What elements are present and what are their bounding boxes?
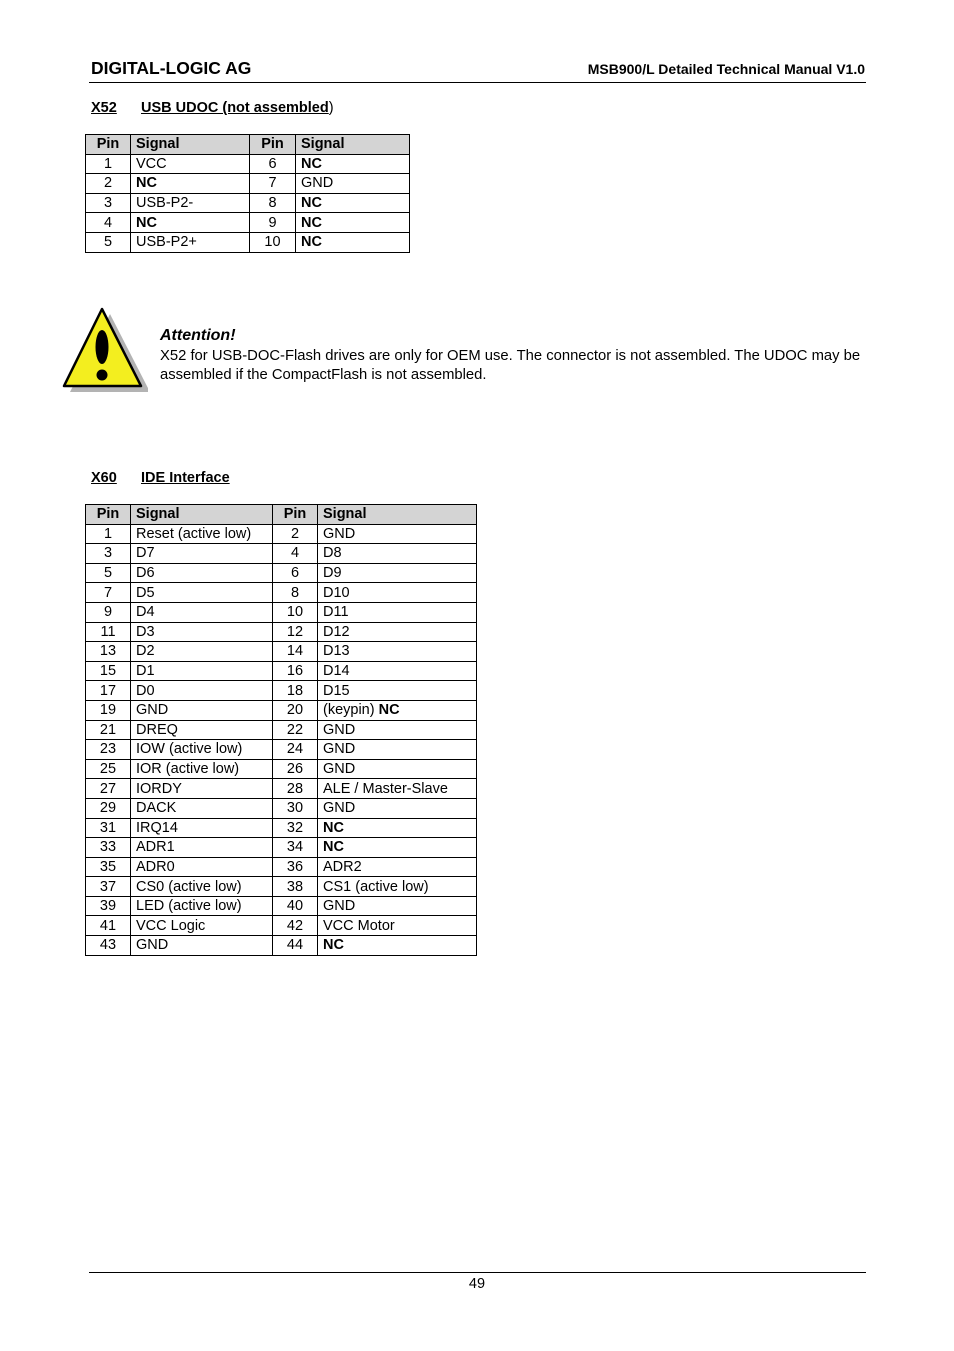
pin-cell xyxy=(273,622,318,642)
cell-text: ADR1 xyxy=(136,839,175,856)
x60-title: IDE Interface xyxy=(141,470,230,486)
cell-text: D7 xyxy=(136,545,155,562)
column-header-pin: Pin xyxy=(273,505,318,525)
cell-text: 2 xyxy=(290,525,300,542)
pin-cell xyxy=(86,622,131,642)
cell-text: D14 xyxy=(323,663,350,680)
cell-text: D13 xyxy=(323,643,350,660)
cell-text: 21 xyxy=(99,721,117,738)
pin-cell xyxy=(273,740,318,760)
signal-cell xyxy=(131,213,250,233)
pin-cell xyxy=(250,174,296,194)
x52-section-title xyxy=(91,100,334,116)
signal-cell xyxy=(131,759,273,779)
cell-text: ADR0 xyxy=(136,858,175,875)
pin-cell xyxy=(86,759,131,779)
pin-cell xyxy=(250,193,296,213)
table-row xyxy=(86,602,477,622)
cell-text: IORDY xyxy=(136,780,182,797)
pin-cell xyxy=(273,544,318,564)
cell-text: GND xyxy=(323,741,356,758)
cell-text: 4 xyxy=(103,214,113,231)
table-row xyxy=(86,936,477,956)
cell-text: D4 xyxy=(136,604,155,621)
cell-text: NC xyxy=(301,234,322,251)
table-row xyxy=(86,213,410,233)
signal-cell xyxy=(296,174,410,194)
signal-cell xyxy=(296,154,410,174)
signal-cell xyxy=(131,720,273,740)
pin-cell xyxy=(86,916,131,936)
signal-cell xyxy=(131,544,273,564)
cell-text: D3 xyxy=(136,623,155,640)
signal-cell xyxy=(131,661,273,681)
pin-cell xyxy=(273,524,318,544)
pin-cell xyxy=(86,740,131,760)
cell-text: 42 xyxy=(286,917,304,934)
signal-cell xyxy=(131,232,250,252)
pin-cell xyxy=(273,857,318,877)
cell-text: 9 xyxy=(103,604,113,621)
table-row xyxy=(86,700,477,720)
cell-text: 9 xyxy=(268,214,277,231)
cell-text: IOR (active low) xyxy=(136,761,240,778)
table-row xyxy=(86,174,410,194)
signal-cell xyxy=(131,602,273,622)
cell-text: 10 xyxy=(264,234,281,251)
cell-text: USB-P2- xyxy=(136,195,194,212)
cell-text: 11 xyxy=(100,623,116,640)
cell-text: NC xyxy=(301,214,322,231)
cell-text: IRQ14 xyxy=(136,819,178,836)
cell-text: 5 xyxy=(103,565,113,582)
cell-text: VCC Logic xyxy=(136,917,206,934)
cell-text: 19 xyxy=(99,702,117,719)
table-row xyxy=(86,720,477,740)
cell-text: NC xyxy=(301,195,322,212)
cell-text: 16 xyxy=(286,663,304,680)
cell-text: 2 xyxy=(103,175,113,192)
pin-cell xyxy=(86,563,131,583)
cell-text: NC xyxy=(136,214,157,231)
signal-cell xyxy=(318,720,477,740)
cell-text: (keypin) xyxy=(323,702,379,719)
pin-cell xyxy=(273,700,318,720)
cell-text: GND xyxy=(323,898,356,915)
signal-cell xyxy=(318,759,477,779)
pin-cell xyxy=(86,524,131,544)
signal-cell xyxy=(131,700,273,720)
table-row xyxy=(86,583,477,603)
manual-title: MSB900/L Detailed Technical Manual V1.0 xyxy=(587,61,865,77)
pin-cell xyxy=(273,563,318,583)
cell-text: VCC xyxy=(136,155,167,172)
cell-text: D1 xyxy=(136,663,155,680)
column-header-signal: Signal xyxy=(131,505,273,525)
pin-cell xyxy=(86,544,131,564)
signal-cell xyxy=(131,154,250,174)
pin-cell xyxy=(273,936,318,956)
cell-text: 36 xyxy=(286,858,304,875)
cell-text: 13 xyxy=(99,643,117,660)
cell-text: 5 xyxy=(103,234,113,251)
pin-cell xyxy=(250,213,296,233)
pin-cell xyxy=(86,174,131,194)
signal-cell xyxy=(131,622,273,642)
x52-title: USB UDOC (not assembled xyxy=(141,100,329,116)
cell-text: 41 xyxy=(99,917,117,934)
signal-cell xyxy=(318,936,477,956)
signal-cell xyxy=(131,838,273,858)
signal-cell xyxy=(318,857,477,877)
table-row xyxy=(86,681,477,701)
pin-cell xyxy=(86,818,131,838)
cell-text: 43 xyxy=(99,937,117,954)
pin-cell xyxy=(86,583,131,603)
signal-cell xyxy=(318,661,477,681)
signal-cell xyxy=(296,213,410,233)
cell-text: GND xyxy=(323,721,356,738)
signal-cell xyxy=(131,857,273,877)
cell-text: DACK xyxy=(136,800,177,817)
signal-cell xyxy=(318,779,477,799)
pin-cell xyxy=(86,213,131,233)
pin-cell xyxy=(273,877,318,897)
table-header-row xyxy=(86,505,477,525)
cell-text: LED (active low) xyxy=(136,898,242,915)
cell-text: 40 xyxy=(286,898,304,915)
cell-text: D11 xyxy=(323,604,349,621)
cell-text: D15 xyxy=(323,682,350,699)
pin-cell xyxy=(273,818,318,838)
cell-text: GND xyxy=(136,937,169,954)
pin-cell xyxy=(273,916,318,936)
signal-cell xyxy=(318,798,477,818)
cell-text: 27 xyxy=(99,780,117,797)
cell-text: NC xyxy=(136,175,157,192)
page-header xyxy=(89,56,866,83)
pin-cell xyxy=(273,720,318,740)
x60-section-title xyxy=(91,470,230,486)
signal-cell xyxy=(318,877,477,897)
pin-cell xyxy=(273,798,318,818)
cell-text: NC xyxy=(323,819,344,836)
cell-text: 37 xyxy=(99,878,117,895)
pin-cell xyxy=(86,193,131,213)
warning-icon xyxy=(62,306,148,394)
cell-text: 17 xyxy=(99,682,117,699)
cell-text: 24 xyxy=(286,741,304,758)
cell-text: GND xyxy=(323,800,356,817)
cell-text: NC xyxy=(323,839,344,856)
pin-cell xyxy=(273,759,318,779)
x60-code: X60 xyxy=(91,470,117,486)
signal-cell xyxy=(131,818,273,838)
signal-cell xyxy=(318,740,477,760)
cell-text: 8 xyxy=(268,195,277,212)
cell-text: 4 xyxy=(290,545,300,562)
cell-text: CS1 (active low) xyxy=(323,878,429,895)
signal-cell xyxy=(131,896,273,916)
cell-text: GND xyxy=(136,702,169,719)
column-header-signal: Signal xyxy=(296,135,410,155)
cell-text: VCC Motor xyxy=(323,917,395,934)
table-row xyxy=(86,838,477,858)
signal-cell xyxy=(318,681,477,701)
cell-text: D8 xyxy=(323,545,342,562)
pin-cell xyxy=(86,720,131,740)
pin-cell xyxy=(273,661,318,681)
cell-text: 12 xyxy=(286,623,304,640)
column-header-signal: Signal xyxy=(131,135,250,155)
pin-cell xyxy=(86,838,131,858)
signal-cell xyxy=(318,622,477,642)
column-header-pin: Pin xyxy=(86,135,131,155)
cell-text: 34 xyxy=(286,839,304,856)
page-number: 49 xyxy=(468,1276,486,1292)
signal-cell xyxy=(318,544,477,564)
cell-text: 6 xyxy=(268,155,277,172)
signal-cell xyxy=(318,700,477,720)
table-row xyxy=(86,622,477,642)
cell-text: USB-P2+ xyxy=(136,234,197,251)
signal-cell xyxy=(131,524,273,544)
signal-cell xyxy=(131,193,250,213)
pin-cell xyxy=(86,642,131,662)
x52-code: X52 xyxy=(91,100,117,116)
pin-cell xyxy=(86,232,131,252)
cell-text-bold: NC xyxy=(378,702,400,719)
pin-cell xyxy=(86,877,131,897)
company-name: DIGITAL-LOGIC AG xyxy=(91,58,252,78)
cell-text: 10 xyxy=(286,604,304,621)
pin-cell xyxy=(273,602,318,622)
table-row xyxy=(86,232,410,252)
signal-cell xyxy=(318,524,477,544)
pin-cell xyxy=(86,681,131,701)
pin-cell xyxy=(86,700,131,720)
signal-cell xyxy=(131,642,273,662)
table-row xyxy=(86,193,410,213)
table-row xyxy=(86,154,410,174)
cell-text: 6 xyxy=(290,565,300,582)
pin-cell xyxy=(273,779,318,799)
signal-cell xyxy=(131,916,273,936)
cell-text: NC xyxy=(323,937,344,954)
cell-text: D0 xyxy=(136,682,155,699)
signal-cell xyxy=(318,916,477,936)
signal-cell xyxy=(131,681,273,701)
cell-text: GND xyxy=(301,175,334,192)
pin-cell xyxy=(273,642,318,662)
cell-text: 1 xyxy=(103,155,113,172)
cell-text: 44 xyxy=(286,937,304,954)
cell-text: GND xyxy=(323,761,356,778)
table-row xyxy=(86,740,477,760)
signal-cell xyxy=(131,583,273,603)
cell-text: D10 xyxy=(323,584,350,601)
cell-text: 22 xyxy=(286,721,304,738)
cell-text: 26 xyxy=(286,761,304,778)
table-row xyxy=(86,896,477,916)
cell-text: NC xyxy=(301,155,322,172)
signal-cell xyxy=(318,818,477,838)
table-row xyxy=(86,563,477,583)
table-row xyxy=(86,818,477,838)
cell-text: IOW (active low) xyxy=(136,741,243,758)
pin-cell xyxy=(273,681,318,701)
pin-cell xyxy=(86,798,131,818)
cell-text: GND xyxy=(323,525,356,542)
cell-text: 3 xyxy=(103,195,113,212)
cell-text: 38 xyxy=(286,878,304,895)
signal-cell xyxy=(296,193,410,213)
cell-text: D12 xyxy=(323,623,350,640)
cell-text: DREQ xyxy=(136,721,178,738)
table-row xyxy=(86,642,477,662)
cell-text: 14 xyxy=(286,643,304,660)
cell-text: D9 xyxy=(323,565,342,582)
signal-cell xyxy=(296,232,410,252)
signal-cell xyxy=(318,838,477,858)
x52-pin-table xyxy=(85,134,410,253)
cell-text: 3 xyxy=(103,545,113,562)
signal-cell xyxy=(131,740,273,760)
attention-text: X52 for USB-DOC-Flash drives are only for OEM use. The connector is not assembled. The UDOC may be assembled if the CompactFlash is not assembled. xyxy=(160,348,861,383)
signal-cell xyxy=(318,563,477,583)
cell-text: 7 xyxy=(103,584,113,601)
cell-text: 23 xyxy=(99,741,117,758)
cell-text: 39 xyxy=(99,898,117,915)
cell-text: 7 xyxy=(268,175,277,192)
cell-text: 33 xyxy=(99,839,117,856)
pin-cell xyxy=(86,779,131,799)
signal-cell xyxy=(318,642,477,662)
cell-text: Reset (active low) xyxy=(136,525,252,542)
footer-divider xyxy=(89,1272,866,1273)
pin-cell xyxy=(250,154,296,174)
column-header-signal: Signal xyxy=(318,505,477,525)
cell-text: D5 xyxy=(136,584,155,601)
cell-text: D2 xyxy=(136,643,155,660)
signal-cell xyxy=(131,174,250,194)
signal-cell xyxy=(131,563,273,583)
pin-cell xyxy=(273,838,318,858)
signal-cell xyxy=(318,896,477,916)
cell-text: ADR2 xyxy=(323,858,362,875)
table-row xyxy=(86,916,477,936)
cell-text: 8 xyxy=(290,584,300,601)
pin-cell xyxy=(86,936,131,956)
column-header-pin: Pin xyxy=(86,505,131,525)
attention-title: Attention! xyxy=(160,327,236,344)
table-row xyxy=(86,759,477,779)
signal-cell xyxy=(131,798,273,818)
cell-text: 30 xyxy=(286,800,304,817)
cell-text: ALE / Master-Slave xyxy=(323,780,448,797)
cell-text: 32 xyxy=(286,819,304,836)
x52-title-paren: ) xyxy=(328,100,334,116)
cell-text: D6 xyxy=(136,565,155,582)
pin-cell xyxy=(86,896,131,916)
table-row xyxy=(86,661,477,681)
cell-text: CS0 (active low) xyxy=(136,878,242,895)
cell-text: 35 xyxy=(99,858,117,875)
cell-text: 20 xyxy=(286,702,304,719)
table-row xyxy=(86,779,477,799)
table-row xyxy=(86,544,477,564)
cell-text: 18 xyxy=(286,682,304,699)
pin-cell xyxy=(273,896,318,916)
column-header-pin: Pin xyxy=(250,135,296,155)
signal-cell xyxy=(318,602,477,622)
cell-text: 28 xyxy=(286,780,304,797)
pin-cell xyxy=(86,857,131,877)
pin-cell xyxy=(250,232,296,252)
x60-pin-table xyxy=(85,504,477,956)
signal-cell xyxy=(318,583,477,603)
table-header-row xyxy=(86,135,410,155)
table-row xyxy=(86,857,477,877)
pin-cell xyxy=(273,583,318,603)
cell-text: 31 xyxy=(99,819,117,836)
table-row xyxy=(86,877,477,897)
signal-cell xyxy=(131,936,273,956)
cell-text: 29 xyxy=(99,800,117,817)
cell-text: 15 xyxy=(99,663,117,680)
pin-cell xyxy=(86,602,131,622)
cell-text: 25 xyxy=(99,761,117,778)
pin-cell xyxy=(86,661,131,681)
signal-cell xyxy=(131,877,273,897)
cell-text: 1 xyxy=(103,525,113,542)
table-row xyxy=(86,798,477,818)
table-row xyxy=(86,524,477,544)
signal-cell xyxy=(131,779,273,799)
pin-cell xyxy=(86,154,131,174)
